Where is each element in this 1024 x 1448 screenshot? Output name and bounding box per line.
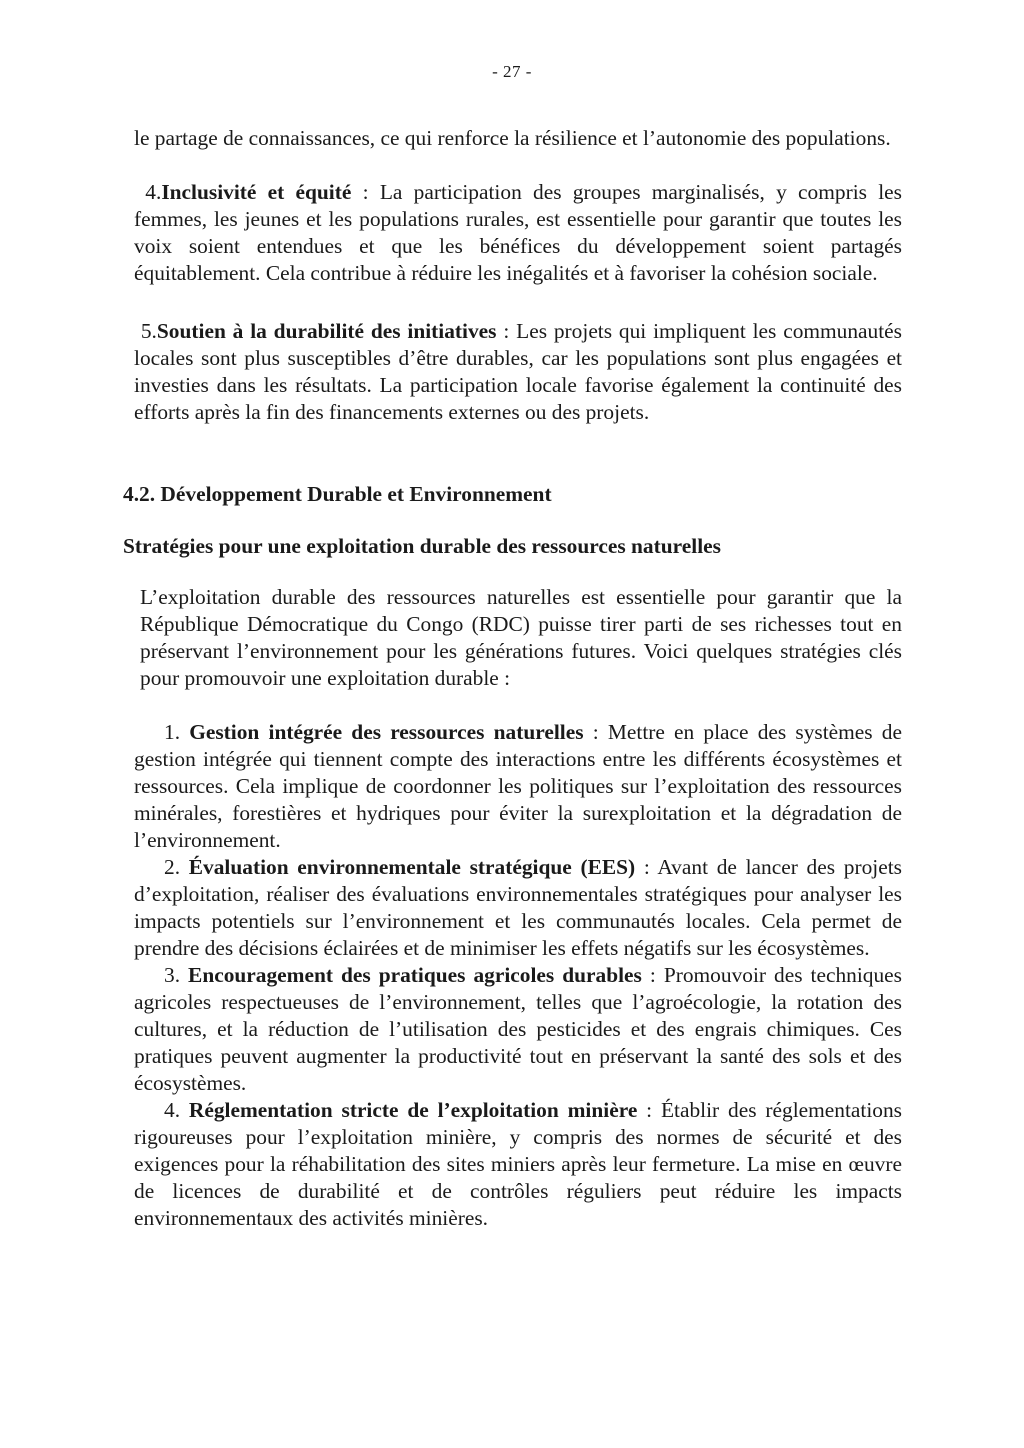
section-heading: 4.2. Développement Durable et Environnement — [123, 482, 552, 506]
strategy-text: Promouvoir des techniques agricoles respectueuses de l’environnement, telles que l’agroécologie, la rotation des cultures, et la réduction de l’utilisation des pesticides et des engrais chimiques. Ces pratiques peuvent augmenter la productivité tout en préservant la santé des sols et des écosystèmes. — [134, 963, 903, 1095]
strategy-separator: : — [637, 1098, 661, 1122]
list-item-inclusivity — [134, 179, 902, 287]
section-subheading: Stratégies pour une exploitation durable des ressources naturelles — [123, 534, 721, 558]
strategy-text: Mettre en place des systèmes de gestion intégrée qui tiennent compte des interactions entre les différents écosystèmes et ressources. Cela implique de coordonner les politiques sur l’exploitation des ressources minérales, forestières et hydriques pour éviter la surexploitation et la dégradation de l’environnement. — [134, 720, 902, 852]
list-item-text: Les projets qui impliquent les communautés locales sont plus susceptibles d’être durables, car les populations sont plus engagées et investies dans les résultats. La participation locale favorise également la continuité des efforts après la fin des financements externes ou des projets. — [134, 319, 903, 424]
strategy-item — [134, 962, 902, 1097]
strategy-title: Gestion intégrée des ressources naturelles — [189, 720, 584, 744]
list-item-title: Inclusivité et équité — [161, 180, 352, 204]
page-number: - 27 - — [492, 62, 532, 81]
list-item-title: Soutien à la durabilité des initiatives — [156, 319, 497, 343]
strategy-text: Avant de lancer des projets d’exploitation, réaliser des évaluations environnementales stratégiques pour analyser les impacts potentiels sur l’environnement et les communautés locales. Cela permet de prendre des décisions éclairées et de minimiser les effets négatifs sur les écosystèmes. — [134, 855, 902, 960]
list-item-separator: : — [351, 180, 380, 204]
strategy-number: 4. — [164, 1098, 181, 1122]
strategy-title: Encouragement des pratiques agricoles durables — [188, 963, 642, 987]
paragraph-text: le partage de connaissances, ce qui renforce la résilience et l’autonomie des populations. — [134, 126, 891, 150]
list-item-sustainability-support — [134, 318, 902, 426]
strategy-item — [134, 854, 902, 962]
list-item-separator: : — [496, 319, 517, 343]
strategy-number: 2. — [164, 855, 181, 879]
strategy-item — [134, 1097, 902, 1232]
strategy-number: 1. — [164, 720, 181, 744]
paragraph-text: L’exploitation durable des ressources naturelles est essentielle pour garantir que la République Démocratique du Congo (RDC) puisse tirer parti de ses richesses tout en préservant l’environnement pour les générations futures. Voici quelques stratégies clés pour promouvoir une exploitation durable : — [140, 585, 902, 690]
continuation-paragraph — [134, 125, 902, 152]
strategy-text: Établir des réglementations rigoureuses pour l’exploitation minière, y compris des normes de sécurité et des exigences pour la réhabilitation des sites miniers après leur fermeture. La mise en œuvre de licences de durabilité et de contrôles réguliers peut réduire les impacts environnementaux des activités minières. — [134, 1098, 902, 1230]
strategy-separator: : — [583, 720, 608, 744]
list-item-number: 5. — [140, 319, 157, 343]
strategies-list — [134, 719, 902, 1232]
strategy-number: 3. — [164, 963, 181, 987]
strategy-separator: : — [641, 963, 664, 987]
strategy-separator: : — [635, 855, 658, 879]
list-item-number: 4. — [145, 180, 162, 204]
strategy-title: Réglementation stricte de l’exploitation minière — [188, 1098, 638, 1122]
list-item-text: La participation des groupes marginalisés, y compris les femmes, les jeunes et les populations rurales, est essentielle pour garantir que toutes les voix soient entendues et que les bénéfices du développement soient partagés équitablement. Cela contribue à réduire les inégalités et à favoriser la cohésion sociale. — [134, 180, 902, 285]
strategy-title: Évaluation environnementale stratégique (EES) — [188, 855, 636, 879]
strategy-item — [134, 719, 902, 854]
intro-paragraph — [140, 584, 902, 692]
